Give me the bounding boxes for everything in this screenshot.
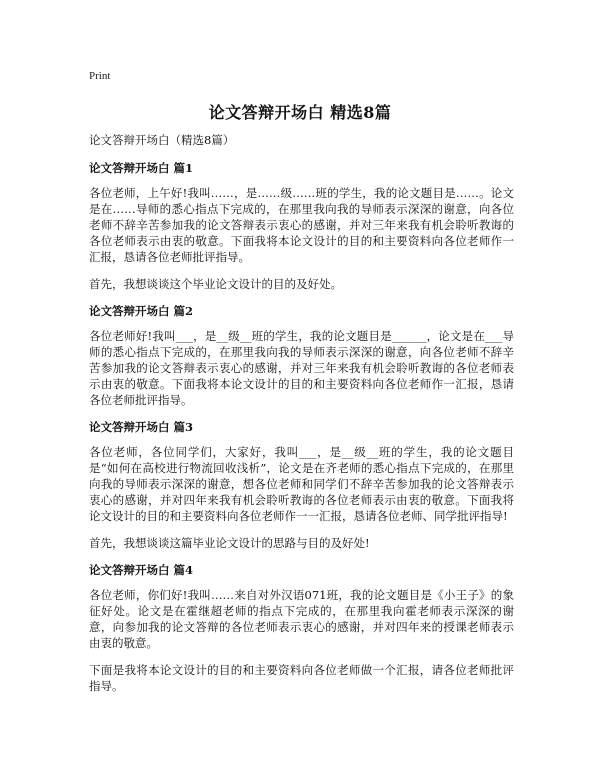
document-body <box>89 132 514 705</box>
section-4 <box>89 562 514 694</box>
paragraph: 首先，我想谈谈这个毕业论文设计的目的及好处。 <box>89 277 342 291</box>
section-heading: 论文答辩开场白 篇1 <box>89 161 194 175</box>
section-1 <box>89 160 514 292</box>
paragraph: 下面是我将本论文设计的目的和主要资料向各位老师做一个汇报，请各位老师批评指导。 <box>89 663 514 693</box>
document-subtitle: 论文答辩开场白（精选8篇） <box>89 133 235 147</box>
section-3 <box>89 419 514 551</box>
section-heading: 论文答辩开场白 篇4 <box>89 563 194 577</box>
page-title: 论文答辩开场白 精选8篇 <box>208 103 392 122</box>
paragraph: 首先，我想谈谈这篇毕业论文设计的思路与目的及好处! <box>89 536 370 550</box>
print-label: Print <box>89 70 111 82</box>
section-heading: 论文答辩开场白 篇3 <box>89 420 194 434</box>
section-heading: 论文答辩开场白 篇2 <box>89 304 194 318</box>
paragraph: 各位老师，上午好!我叫……，是……级……班的学生，我的论文题目是……。论文是在……导师的悉心指点下完成的，在那里我向我的导师表示深深的谢意，向各位老师不辞辛苦参加我的论文答辩表示衷心的感谢，并对三年来我有机会聆听教诲的各位老师表示由衷的敬意。下面我将本论文设计的目的和主要资料向各位老师作一汇报，恳请各位老师批评指导。 <box>89 186 514 264</box>
paragraph: 各位老师，你们好!我叫……来自对外汉语071班，我的论文题目是《小王子》的象征好处。论文是在霍继超老师的指点下完成的，在那里我向霍老师表示深深的谢意，向参加我的论文答辩的各位老师表示衷心的感谢，并对四年来的授课老师表示由衷的敬意。 <box>89 588 514 650</box>
section-2 <box>89 303 514 408</box>
paragraph: 各位老师，各位同学们，大家好，我叫___，是__级__班的学生，我的论文题目是“如何在高校进行物流回收浅析”，论文是在齐老师的悉心指点下完成的，在那里向我的导师表示深深的谢意，想各位老师和同学们不辞辛苦参加我的论文答辩表示衷心的感谢，并对四年来我有机会聆听教诲的各位老师表示由衷的敬意。下面我将论文设计的目的和主要资料向各位老师作一一汇报，恳请各位老师、同学批评指导! <box>89 445 514 523</box>
paragraph: 各位老师好!我叫___，是__级__班的学生，我的论文题目是______，论文是在___导师的悉心指点下完成的，在那里我向我的导师表示深深的谢意，向各位老师不辞辛苦参加我的论文答辩表示衷心的感谢，并对三年来我有机会聆听教诲的各位老师表示由衷的敬意。下面我将本论文设计的目的和主要资料向各位老师作一汇报，恳请各位老师批评指导。 <box>89 329 514 407</box>
